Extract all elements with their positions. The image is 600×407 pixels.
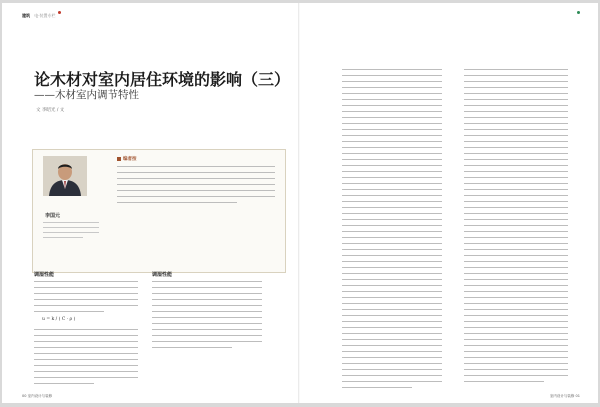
author-bio [43,237,83,238]
section-title: 调湿性能 [34,272,55,278]
page-folio: 室内设计与装修 01 [549,394,580,398]
article-subtitle: ——木材室内调节特性 [34,89,139,101]
author-portrait-icon [43,156,87,196]
byline: 文 李昭光 / 文 [36,108,65,113]
section-title: 调湿性能 [152,272,173,278]
header-section: 电·装置专栏 [34,13,56,18]
page-header [22,13,56,19]
author-bio [43,222,99,223]
editor-note-label: 编者按 [117,156,137,162]
author-name: 李国元 [45,213,61,219]
decorative-accent [58,11,61,14]
magazine-brand: 建筑 [22,13,30,18]
left-page [2,3,298,403]
formula: u = k / ( C · ρ ) [42,317,76,322]
author-profile-card [32,149,286,273]
decorative-accent [577,11,580,14]
right-page [300,3,598,403]
author-bio [43,232,99,233]
page-folio: 00 室内设计与装修 [22,394,53,398]
author-bio [43,227,99,228]
article-title: 论木材对室内居住环境的影响（三） [34,70,291,89]
author-photo [43,156,87,196]
